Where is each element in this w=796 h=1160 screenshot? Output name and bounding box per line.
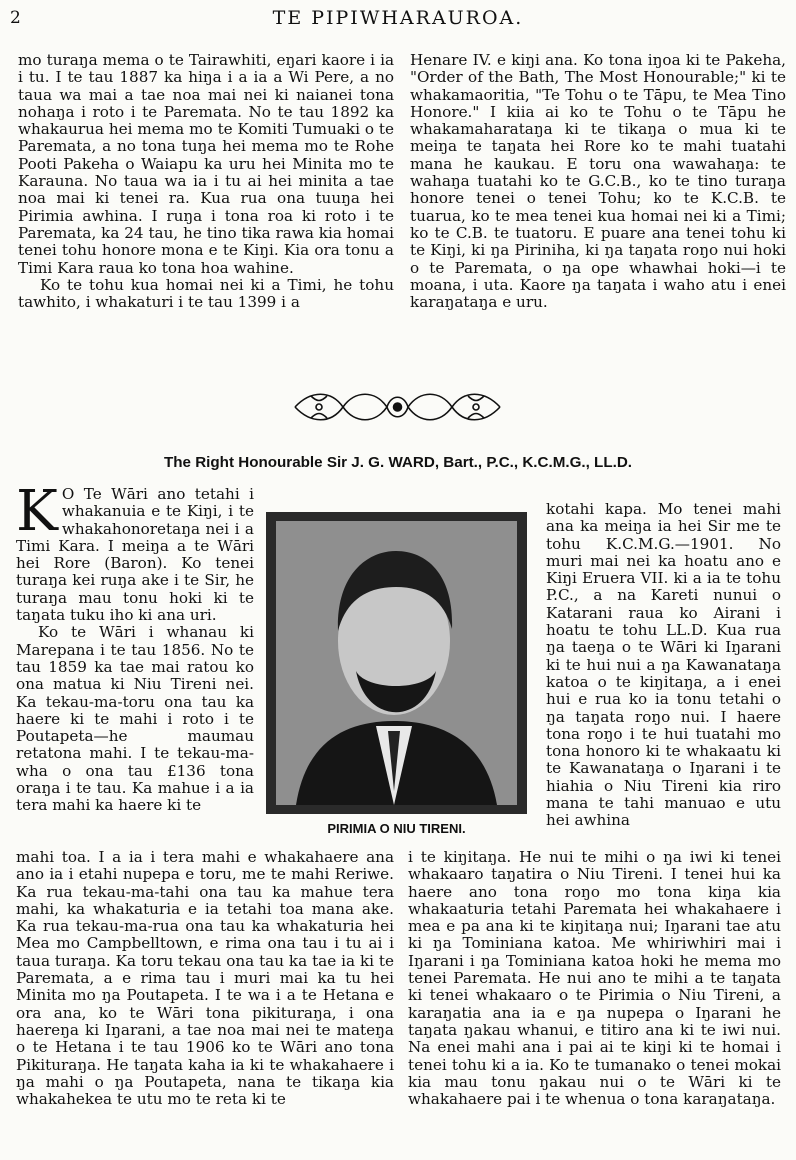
photo-caption: PIRIMIA O NIU TIRENI. bbox=[327, 821, 466, 836]
ornament-divider bbox=[291, 388, 504, 426]
paragraph: Henare IV. e kiŋi ana. Ko tona iŋoa ki te Pakeha, "Order of the Bath, The Most Honourable;" ki te whakamaoritia, "Te Tohu o te Tāpu, te Mea Tino Honore." I kiia ai ko te Tohu o te Tāpu he whakamaharataŋa ki te tikaŋa o mua ki te meiŋa te taŋata hei Rore ko te mahi tuatahi mana he kaukau. E toru ona wawahaŋa: te wahaŋa tuatahi ko te G.C.B., ko te tino turaŋa honore tenei o tenei Tohu; ko te K.C.B. te tuarua, ko te mea tenei kua homai nei ki a Timi; ko te C.B. te tuatoru. E puare ana tenei tohu ki te Kiŋi, ki ŋa Piriniha, ki ŋa taŋata roŋo nui hoki o te Paremata, o ŋa ope whawhai hoki—i te moana, i uta. Kaore ŋa taŋata i waho atu i enei karaŋataŋa e uru. bbox=[410, 51, 786, 312]
top-right-column bbox=[410, 52, 786, 311]
paragraph: mahi toa. I a ia i tera mahi e whakahaere ana ano ia i etahi nupepa e toru, me te mahi Reriwe. Ka rua tekau-ma-tahi ona tau ka mahue tera mahi, ka whakaturia e ia tetahi toa mana ake. Ka rua tekau-ma-rua ona tau ka whakaturia hei Mea mo Campbelltown, e rima ona tau i tu ai i taua turaŋa. Ka toru tekau ona tau ka tae ia ki te Paremata, a e rima tau i muri mai ka tu hei Minita mo ŋa Poutapeta. I te wa i a te Hetana e ora ana, ko te Wāri tona pikituraŋa, i ona haereŋa ki Iŋarani, a tae noa mai nei te mateŋa o te Hetana i te tau 1906 ko te Wāri ano tona Pikituraŋa. He taŋata kaha ia ki te whakahaere i ŋa mahi o ŋa Poutapeta, nana te tikaŋa kia whakahekea te utu mo te reta ki te bbox=[16, 848, 394, 1109]
top-left-column bbox=[18, 52, 394, 311]
paragraph: Ko te Wāri i whanau ki Marepana i te tau 1856. No te tau 1859 ka tae mai ratou ko ona matua ki Niu Tireni nei. Ka tekau-ma-toru ona tau ka haere ki te mahi i roto i te Poutapeta—he maumau retatona mahi. I te tekau-ma-wha o ona tau £136 tona oraŋa i te tau. Ka mahue i a ia tera mahi ka haere ki te bbox=[16, 623, 254, 815]
portrait-photo bbox=[266, 512, 527, 814]
article-left-column bbox=[16, 479, 254, 815]
portrait-figure bbox=[276, 521, 517, 805]
article-title: The Right Honourable Sir J. G. WARD, Bart., P.C., K.C.M.G., LL.D. bbox=[163, 454, 633, 471]
drop-cap: K bbox=[16, 479, 58, 544]
paragraph: K O Te Wāri ano tetahi i whakanuia e te Kiŋi, i te whakahonoretaŋa nei i a Timi Kara. I meiŋa a te Wāri hei Rore (Baron). Ko tenei turaŋa kei ruŋa ake i te Sir, he turaŋa mau tonu hoki ki te taŋata tuku iho ki ana uri. bbox=[16, 479, 254, 625]
paragraph: Ko te tohu kua homai nei ki a Timi, he tohu tawhito, i whakaturi i te tau 1399 i a bbox=[18, 275, 394, 312]
paragraph: mo turaŋa mema o te Tairawhiti, eŋari kaore i ia i tu. I te tau 1887 ka hiŋa i a ia a Wi Pere, a no taua wa mai a tae noa mai nei ki naianei tona nohaŋa i roto i te Paremata. No te tau 1892 ka whakaurua hei mema mo te Komiti Tumuaki o te Paremata, a no tona tuŋa hei mema mo te Rohe Pooti Pakeha o Waiapu ka uru hei Minita mo te Karauna. No taua wa ia i tu ai hei minita a tae noa mai ki tenei ra. Kua rua ona tuuŋa hei Pirimia awhina. I ruŋa i tona roa ki roto i te Paremata, ka 24 tau, he tino tika rawa kia homai tenei tohu honore mona e te Kiŋi. Kia ora tonu a Timi Kara raua ko tona hoa wahine. bbox=[18, 51, 394, 277]
paragraph: i te kiŋitaŋa. He nui te mihi o ŋa iwi ki tenei whakaaro taŋatira o Niu Tireni. I tenei hui ka haere ano tona roŋo mo tona kiŋa kia whakaaturia tetahi Paremata hei whakahaere i mea e pa ana ki te kiŋitaŋa nui; Iŋarani tae atu ki ŋa Tominiana katoa. Me whiriwhiri mai i Iŋarani i ŋa Tominiana katoa hoki he mema mo tenei Paremata. He nui ano te mihi a te taŋata ki tenei whakaaro o te Pirimia o Niu Tireni, a karaŋatia ana ia e ŋa nupepa o Iŋarani he taŋata ŋakau whanui, e titiro ana ki te iwi nui. Na enei mahi ana i pai ai te kiŋi ki te homai i tenei tohu ki a ia. Ko te tumanako o tenei mokai kia mau tonu ŋakau nui o te Wāri ki te whakahaere pai i te whenua o tona karaŋataŋa. bbox=[408, 848, 781, 1109]
newspaper-title: TE PIPIWHARAUROA. bbox=[272, 7, 524, 29]
article-bottom-left-column bbox=[16, 849, 394, 1108]
article-bottom-right-column bbox=[408, 849, 781, 1108]
article-right-column bbox=[546, 501, 781, 830]
page-number: 2 bbox=[10, 8, 21, 28]
paragraph: kotahi kapa. Mo tenei mahi ana ka meiŋa ia hei Sir me te tohu K.C.M.G.—1901. No muri mai nei ka hoatu ano e Kiŋi Eruera VII. ki a ia te tohu P.C., a na Kareti nunui o Katarani raua ko Airani i hoatu te tohu LL.D. Kua rua ŋa taeŋa o te Wāri ki Iŋarani ki te hui nui a ŋa Kawanataŋa katoa o te kiŋitaŋa, a i enei hui e rua ko ia tonu tetahi o ŋa taŋata roŋo nui. I haere tona roŋo i te hui tuatahi mo tona honoro ki te whakaatu ki te Kawanataŋa o Iŋarani i te hiahia o Niu Tireni kia riro mana te tahi manuao e utu hei awhina bbox=[546, 500, 781, 830]
